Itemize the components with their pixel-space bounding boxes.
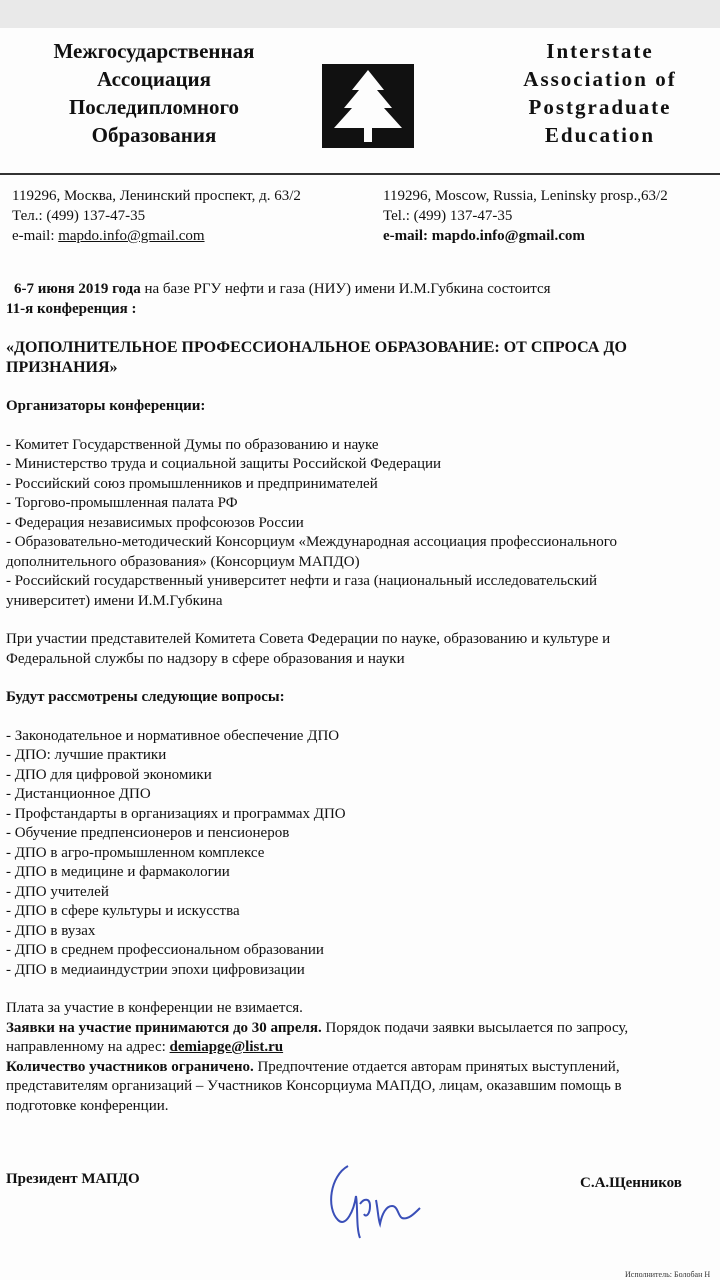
questions-heading: Будут рассмотрены следующие вопросы: [6, 689, 285, 705]
list-item: - Образовательно-методический Консорциум «Международная ассоциация профессионального [6, 534, 617, 550]
list-item: - Федерация независимых профсоюзов России [6, 514, 304, 531]
list-item: - Министерство труда и социальной защиты Российской Федерации [6, 456, 442, 472]
organizers-list [0, 436, 720, 612]
address-block-ru: 119296, Москва, Ленинский проспект, д. 63/2 Тел.: (499) 137-47-35 e-mail: mapdo.info@gmail.com [12, 188, 301, 244]
list-item: - Обучение предпенсионеров и пенсионеров [6, 825, 290, 841]
list-item: университет) имени И.М.Губкина [6, 592, 223, 609]
org-name-ru: Межгосударственная Ассоциация Последипломного Образования [53, 39, 255, 147]
email-link-ru[interactable]: mapdo.info@gmail.com [58, 228, 205, 244]
limit-line: подготовке конференции. [6, 1097, 169, 1114]
org-name-en: Interstate Association of Postgraduate Education [523, 39, 677, 147]
list-item: - ДПО в вузах [6, 922, 96, 939]
list-item: - ДПО в сфере культуры и искусства [6, 903, 240, 919]
conference-title: «ДОПОЛНИТЕЛЬНОЕ ПРОФЕССИОНАЛЬНОЕ ОБРАЗОВАНИЕ: ОТ СПРОСА ДО ПРИЗНАНИЯ» [6, 339, 627, 376]
list-item: - ДПО в среднем профессиональном образовании [6, 942, 324, 958]
list-item: дополнительного образования» (Консорциум МАПДО) [6, 553, 360, 570]
association-logo-icon [322, 64, 414, 148]
limit-line: Количество участников ограничено. Предпочтение отдается авторам принятых выступлений, [6, 1058, 620, 1075]
footer-executor: Исполнитель: Болобан Н [625, 1270, 711, 1279]
list-item: - ДПО: лучшие практики [6, 747, 167, 763]
document-body [0, 280, 720, 1116]
list-item: - Комитет Государственной Думы по образованию и науке [6, 436, 379, 453]
participation-line: Федеральной службы по надзору в сфере образования и науки [6, 650, 405, 667]
handwritten-signature-icon [320, 1148, 430, 1248]
organizers-heading: Организаторы конференции: [6, 398, 206, 414]
fee-note: Плата за участие в конференции не взимается. [6, 1000, 303, 1016]
address-block-en: 119296, Moscow, Russia, Leninsky prosp.,63/2 Tel.: (499) 137-47-35 e-mail: mapdo.info@gmail.com [383, 188, 668, 244]
list-item: - Российский союз промышленников и предпринимателей [6, 475, 378, 492]
questions-list [0, 727, 720, 981]
list-item: - ДПО для цифровой экономики [6, 766, 212, 783]
intro-line: 6-7 июня 2019 года на базе РГУ нефти и газа (НИУ) имени И.М.Губкина состоится [14, 281, 551, 297]
conference-number: 11-я конференция : [6, 300, 137, 317]
list-item: - ДПО в медицине и фармакологии [6, 864, 230, 880]
list-item: - ДПО в медиаиндустрии эпохи цифровизации [6, 961, 305, 978]
list-item: - ДПО в агро-промышленном комплексе [6, 844, 265, 861]
list-item: - Российский государственный университет нефти и газа (национальный исследовательский [6, 573, 598, 589]
signatory-title: Президент МАПДО [6, 1171, 140, 1187]
email-en: e-mail: mapdo.info@gmail.com [383, 228, 585, 244]
applications-address: направленному на адрес: demiapge@list.ru [6, 1039, 284, 1055]
applications-line: Заявки на участие принимаются до 30 апреля. Порядок подачи заявки высылается по запросу, [6, 1019, 629, 1036]
limit-line: представителям организаций – Участников Консорциума МАПДО, лицам, оказавшим помощь в [6, 1078, 622, 1094]
list-item: - ДПО учителей [6, 883, 109, 900]
list-item: - Торгово-промышленная палата РФ [6, 495, 238, 511]
list-item: - Профстандарты в организациях и программах ДПО [6, 805, 346, 822]
document-page [0, 28, 720, 1280]
email-link-applications[interactable]: demiapge@list.ru [169, 1039, 284, 1055]
participation-line: При участии представителей Комитета Совета Федерации по науке, образованию и культуре и [6, 631, 611, 647]
viewer-top-bar [0, 0, 720, 28]
list-item: - Законодательное и нормативное обеспечение ДПО [6, 727, 340, 744]
header-divider [0, 173, 720, 175]
signatory-name: С.А.Щенников [580, 1175, 682, 1191]
list-item: - Дистанционное ДПО [6, 786, 151, 802]
